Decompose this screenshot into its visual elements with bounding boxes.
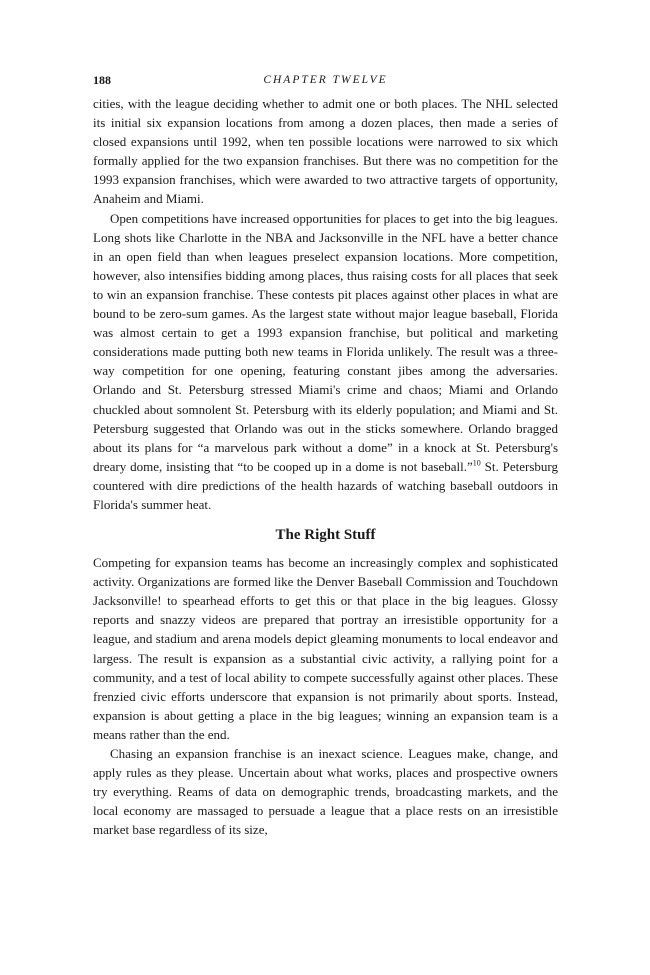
section-heading: The Right Stuff [275,527,376,544]
running-head [93,72,558,94]
chapter-title: CHAPTER TWELVE [263,74,388,86]
body-paragraph-1: cities, with the league deciding whether to admit one or both places. The NHL selected its initial six expansion locations from among a dozen places, then made a series of closed expansions until 1992, when ten possible locations were narrowed to six which formally applied for the two expansion franchises. But there was no competition for the 1993 expansion franchises, which were awarded to two attractive targets of opportunity, Anaheim and Miami. [93,96,558,207]
body-paragraph-4: Chasing an expansion franchise is an inexact science. Leagues make, change, and apply rules as they please. Uncertain about what works, places and prospective owners try everything. Reams of data on demographic trends, broadcasting markets, and the local economy are massaged to persuade a league that a place rests on an irresistible market base regardless of its size, [93,746,558,838]
body-paragraph-2 [93,209,558,515]
paragraph-2-tail: St. Petersburg countered with dire predictions of the health hazards of watching baseball outdoors in Florida's summer heat. [93,458,558,512]
page-number: 188 [93,73,111,87]
footnote-marker: 10 [472,458,481,468]
paragraph-2-text: Open competitions have increased opportunities for places to get into the big leagues. Long shots like Charlotte in the NBA and Jacksonville in the NFL have a better chance in an open field than when leagues preselect expansion locations. More competition, however, also intensifies bidding among places, thus raising costs for all places that seek to win an expansion franchise. These contests pit places against other places in what are bound to be zero-sum games. As the largest state without major league baseball, Florida was almost certain to get a 1993 expansion franchise, but political and marketing considerations made putting both new teams in Florida unlikely. The result was a three-way competition for one opening, featuring constant jibes among the adversaries. Orlando and St. Petersburg stressed Miami's crime and chaos; Miami and Orlando chuckled about somnolent St. Petersburg with its elderly population; and Miami and St. Petersburg suggested that Orlando was out in the sticks somewhere. Orlando bragged about its plans for “a marvelous park without a dome” in a knock at St. Petersburg's dreary dome, insisting that “to be cooped up in a dome is not baseball.” [93,210,558,474]
body-paragraph-3: Competing for expansion teams has become an increasingly complex and sophisticated activity. Organizations are formed like the Denver Baseball Commission and Touchdown Jacksonville! to spearhead efforts to get this or that place in the big leagues. Glossy reports and snazzy videos are prepared that portray an irresistible opportunity for a league, and stadium and arena models depict gleaming monuments to local endeavor and largess. The result is expansion as a substantial civic activity, a rallying point for a community, and a test of local ability to compete successfully against other places. These frenzied civic efforts underscore that expansion is not primarily about sports. Instead, expansion is about getting a place in the big leagues; winning an expansion team is a means rather than the end. [93,555,558,742]
book-page [93,72,558,839]
